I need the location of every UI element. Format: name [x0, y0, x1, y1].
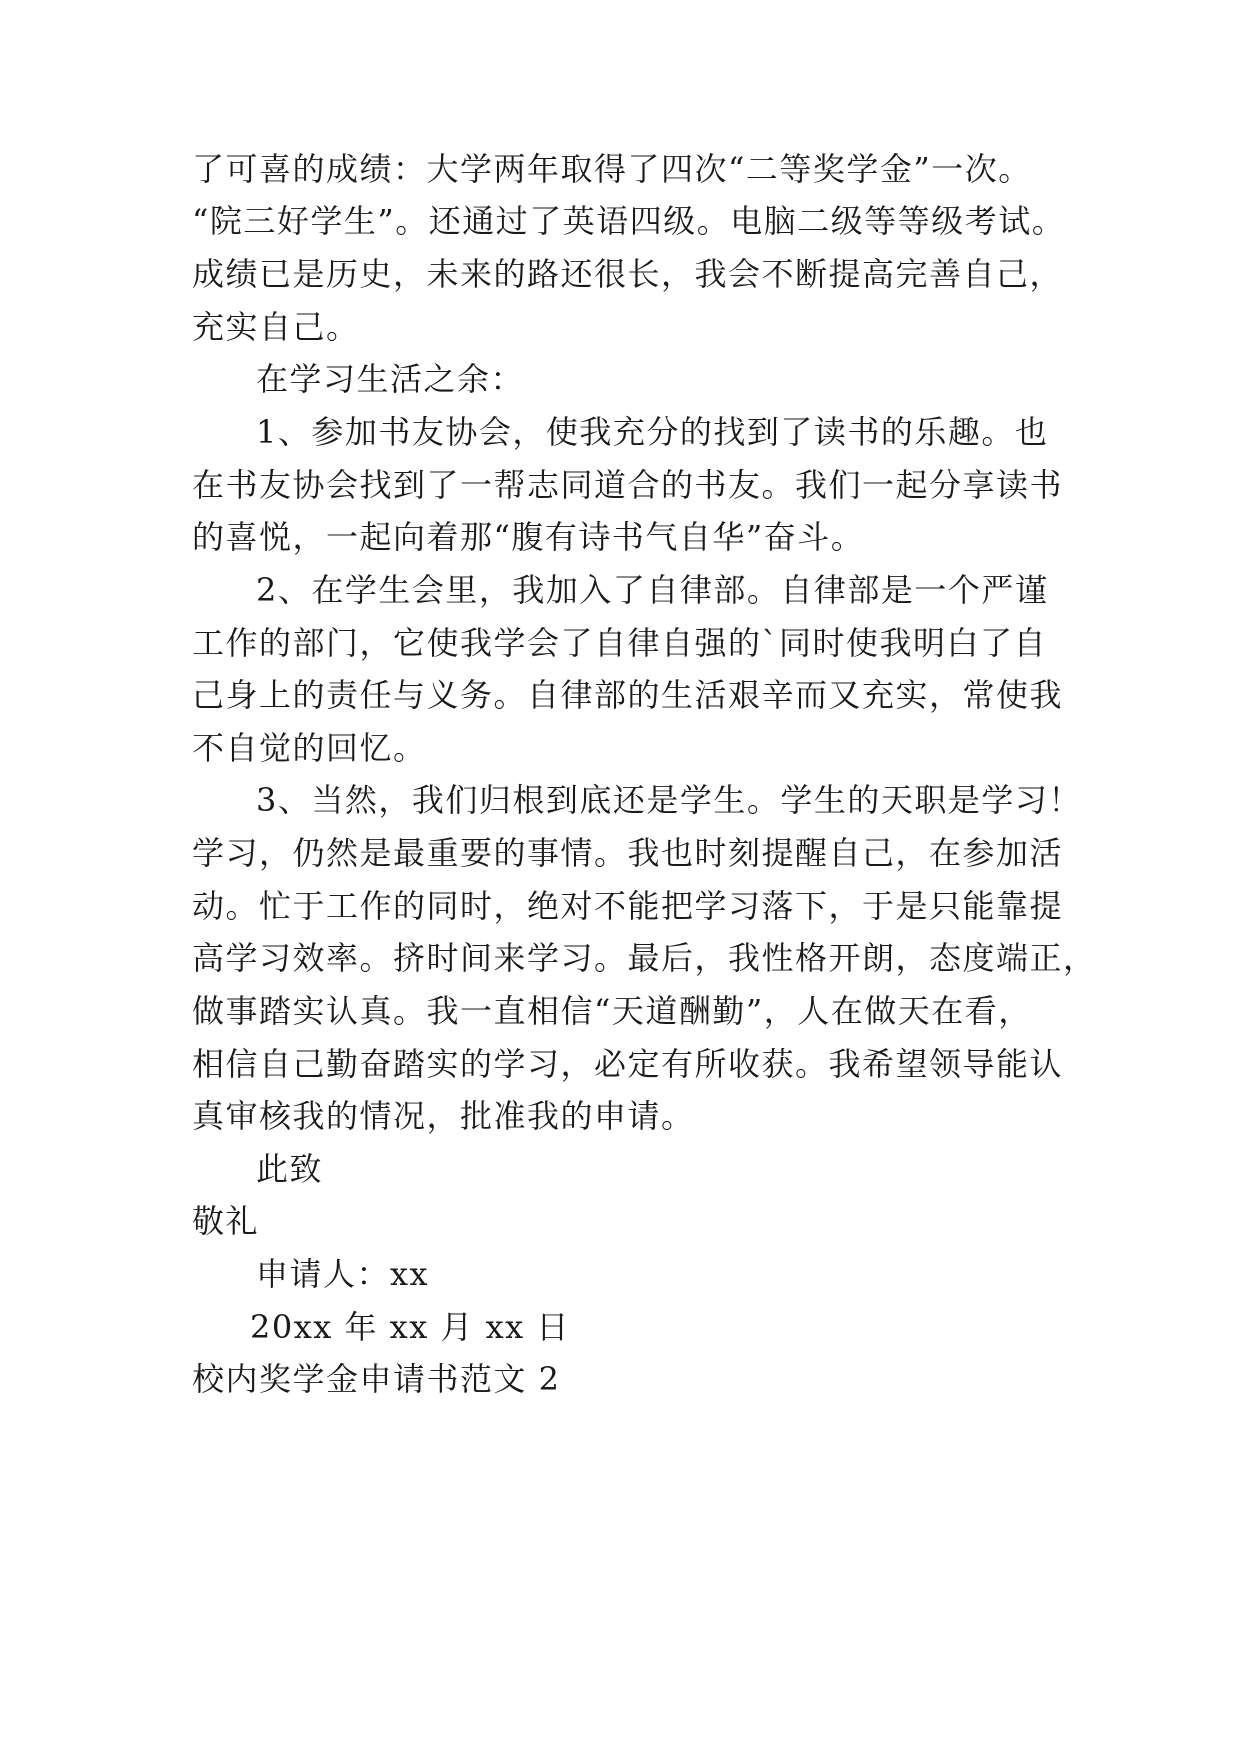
list-item-3-line: 3、当然，我们归根到底还是学生。学生的天职是学习！ [256, 781, 1082, 819]
paragraph-line: 了可喜的成绩：大学两年取得了四次“二等奖学金”一次。 [192, 150, 1032, 188]
list-item-3-line: 动。忙于工作的同时，绝对不能把学习落下，于是只能靠提 [192, 887, 1064, 925]
applicant-name: 申请人：xx [256, 1255, 430, 1293]
list-item-3-line: 做事踏实认真。我一直相信“天道酬勤”，人在做天在看， [192, 992, 1032, 1030]
closing-salutation: 敬礼 [192, 1202, 260, 1240]
list-item-3-line: 相信自己勤奋踏实的学习，必定有所收获。我希望领导能认 [192, 1045, 1064, 1083]
list-item-2-line: 己身上的责任与义务。自律部的生活艰辛而又充实，常使我 [192, 676, 1064, 714]
section-intro: 在学习生活之余： [256, 360, 525, 398]
list-item-3-line: 真审核我的情况，批准我的申请。 [192, 1097, 695, 1135]
paragraph-line: “院三好学生”。还通过了英语四级。电脑二级等等级考试。 [192, 202, 1066, 240]
list-item-1-line: 1、参加书友协会，使我充分的找到了读书的乐趣。也 [256, 413, 1049, 451]
list-item-1-line: 的喜悦，一起向着那“腹有诗书气自华”奋斗。 [192, 518, 865, 556]
list-item-1-line: 在书友协会找到了一帮志同道合的书友。我们一起分享读书 [192, 466, 1064, 504]
list-item-2-line: 不自觉的回忆。 [192, 729, 427, 767]
paragraph-line: 充实自己。 [192, 308, 360, 346]
list-item-2-line: 工作的部门，它使我学会了自律自强的`同时使我明白了自 [192, 624, 1048, 662]
application-date: 20xx 年 xx 月 xx 日 [250, 1308, 570, 1346]
paragraph-line: 成绩已是历史，未来的路还很长，我会不断提高完善自己， [192, 255, 1064, 293]
list-item-3-line: 学习，仍然是最重要的事情。我也时刻提醒自己，在参加活 [192, 834, 1064, 872]
next-section-title: 校内奖学金申请书范文 2 [192, 1360, 561, 1398]
closing-greeting: 此致 [256, 1150, 324, 1188]
list-item-2-line: 2、在学生会里，我加入了自律部。自律部是一个严谨 [256, 571, 1049, 609]
list-item-3-line: 高学习效率。挤时间来学习。最后，我性格开朗，态度端正， [192, 939, 1097, 977]
